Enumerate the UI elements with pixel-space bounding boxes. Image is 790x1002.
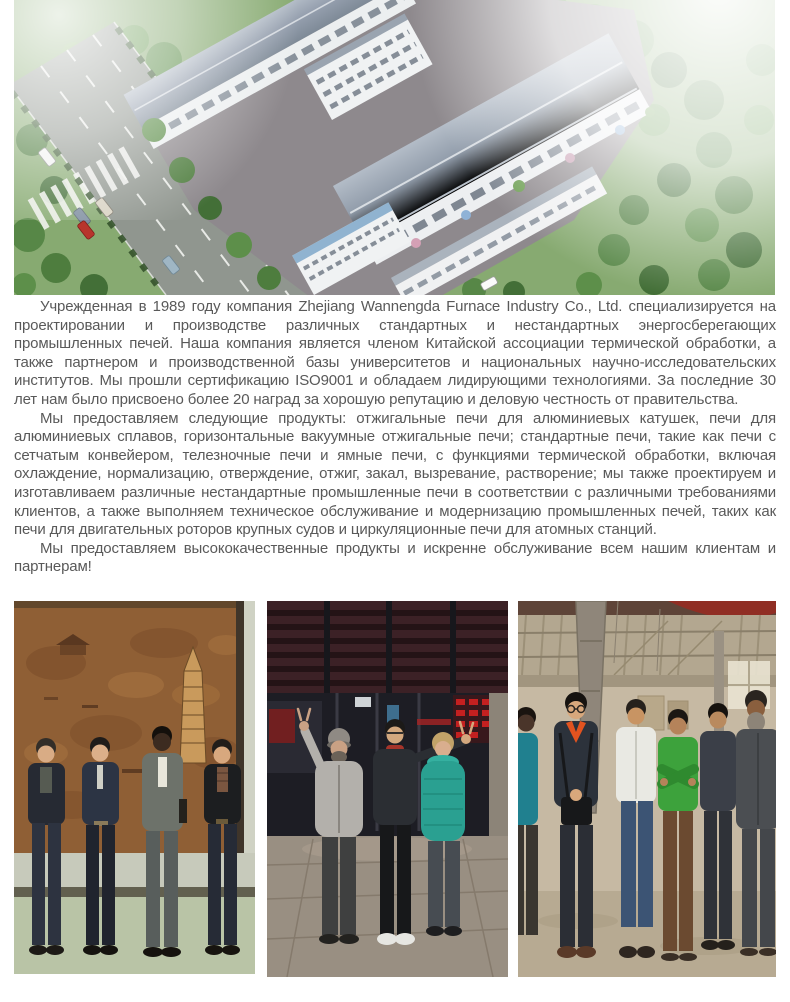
about-paragraph-history: Учрежденная в 1989 году компания Zhejiang Wannengda Furnace Industry Co., Ltd. специализируется на проектировании и производстве различных стандартных и нестандартных энергосберегающих промышленных печей. Наша компания является членом Китайской ассоциации термической обработки, а также партнером и производственной базы университетов и национальных научно-исследовательских институтов. Мы прошли сертификацию ISO9001 и обладаем лидирующими технологиями. За последние 30 лет нам было присвоено более 20 наград за хорошую репутацию и деловую честность от правительства. xyxy=(14,298,776,408)
photo-factory-workers xyxy=(518,601,776,977)
company-description xyxy=(14,298,776,577)
about-paragraph-products: Мы предоставляем следующие продукты: отжигальные печи для алюминиевых катушек, печи для алюминиевых сплавов, горизонтальные вакуумные отжигальные печи; стандартные печи, такие как печи с сетчатым конвейером, телезночные печи и ямные печи, с функциями термической обработки, включая охлаждение, нормализацию, отверждение, отжиг, закал, вызревание, растворение; мы также проектируем и изготавливаем различные нестандартные промышленные печи в соответствии с различными требованиями клиентов, а также выполняем техническое обслуживание и модернизацию промышленных печей, таких как печи для двигательных роторов крупных судов и циркуляционные печи для атомных станций. xyxy=(14,409,776,539)
person-teal-shirt xyxy=(518,707,538,935)
photo-delegation-svg xyxy=(14,601,255,974)
photo-night-svg xyxy=(267,601,508,977)
building-facade xyxy=(267,601,508,693)
photo-workers-svg xyxy=(518,601,776,977)
person-bearded xyxy=(736,690,776,956)
person-white-shirt xyxy=(616,699,656,958)
factory-aerial-image xyxy=(14,0,775,295)
light-glow-left xyxy=(14,0,414,220)
photo-delegation-mural xyxy=(14,601,255,974)
photo-night-group xyxy=(267,601,508,977)
about-paragraph-promise: Мы предоставляем высококачественные продукты и искренне обслуживание всем нашим клиентам и партнерам! xyxy=(14,539,776,576)
photo-gallery xyxy=(14,601,776,977)
factory-aerial-svg xyxy=(14,0,775,295)
